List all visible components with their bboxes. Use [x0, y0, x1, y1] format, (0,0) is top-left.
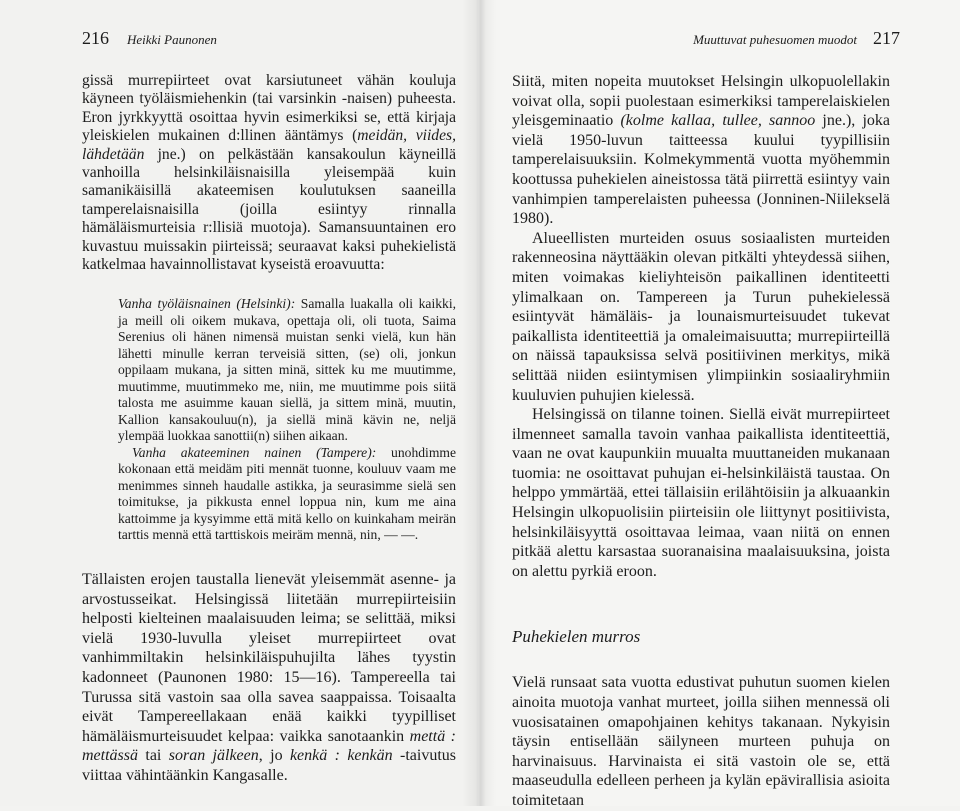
text-run: jne.) on pelkästään kansakoulun käyneillä vanhoilla helsinkiläisnaisilla yleisempää kuin samanikäisillä akateemisen koulutuksen saaneilla tamperelaisnaisilla (joilla esiintyy rinnalla hämäläismurteisia r:llisiä muotoja). Samansuuntainen ero kuvastuu muissakin piirteissä; seuraavat kaksi puhekielistä katkelmaa havainnollistavat kyseistä eroavuutta:: [82, 145, 456, 274]
right-paragraph-2: Alueellisten murteiden osuus sosiaalisten murteiden rakenneosina näyttääkin olevan pitkälti yhteydessä siihen, miten voimakas kieliyhteisön paikallinen identiteetti ylimalkaan on. Tampereen ja Turun puhekielessä esiintyvät hämäläis- ja lounaismurteisuudet tukevat paikallista identiteettiä ja omaleimaisuutta; murrepiirteillä on näissä tapauksissa selvä positiivinen merkitys, mikä selittää niiden esiintymisen ylimpiinkin sosiaaliryhmiin kuuluvien puhujien kielessä.: [512, 229, 890, 404]
text-run: -taivutus viittaa vähintäänkin Kangasalle.: [82, 747, 457, 784]
section-heading: Puhekielen murros: [512, 627, 641, 647]
italic-example: meidän, viides, lähdetään: [82, 127, 456, 163]
text-run: jne.), joka vielä 1950-luvun taitteessa kuului tyypillisiin tamperelaisuuksiin. Kolmekymmentä vuotta myöhemmin koottussa puhekielen aineistossa tätä piirrettä esiintyy vain vanhimpien tamperelaisten puheessa (Jonninen-Niilekselä 1980).: [512, 112, 890, 228]
left-paragraph-2: [82, 570, 456, 786]
right-text-column: [512, 72, 890, 811]
quote-label: Vanha työläisnainen (Helsinki):: [118, 296, 296, 312]
italic-example: soran jälkeen: [168, 747, 259, 765]
italic-example: mettä : mettässä: [82, 727, 457, 765]
page-number-right: 217: [873, 28, 900, 48]
right-paragraph-1: [512, 72, 890, 229]
running-head-right: Muuttuvat puhesuomen muodot: [693, 32, 857, 47]
quote-text: Samalla luakalla oli kaikki, ja meill oli oikem mukava, opettaja oli, oli tuota, Saima Serenius oli hänen nimensä muistan senki vielä, kun hän lähetti minulle kerran terveisiä sitten, (se) oli, jonkun oppilaam mukana, ja sitten minä, sittek ku me muutimme, muutimme, muutimmeko me, niin, me muutimme pois siitä talosta me asuimme kauan siellä, ja sittem minä, muutin, Kallion kansakouluu(n), ja siellä minä kävin ne, neljä ylempää luokkaa sanottii(n) siihen aikaan.: [118, 296, 456, 444]
text-run: Siitä, miten nopeita muutokset Helsingin ulkopuolellakin voivat olla, sopii puolestaan esimerkiksi tamperelaiskielen yleisgeminaatio: [512, 73, 890, 130]
running-head-left: Heikki Paunonen: [127, 32, 217, 47]
right-page-header: [693, 28, 900, 49]
left-paragraph-1: [82, 72, 456, 274]
italic-example: (kolme kallaa, tullee, sannoo: [620, 112, 816, 130]
text-run: , jo: [258, 747, 290, 765]
page-number-left: 216: [82, 28, 109, 48]
italic-example: kenkä : kenkän: [289, 747, 393, 765]
dialect-quotes: [118, 296, 456, 544]
right-paragraph-3: Helsingissä on tilanne toinen. Siellä eivät murrepiirteet ilmenneet samalla tavoin vanhaa paikallista identiteettiä, vaan ne ovat kaupunkiin muualta muuttaneiden mukanaan tuomia: ne osoittavat puhujan ei-helsinkiläistä taustaa. On helppo ymmärtää, ettei tällaisiin erilähtöisiin ja alkuaankin Helsingin ulkopuolisiin piirteisiin ole liittynyt positiivista, helsinkiläisyyttä osoittavaa leimaa, vaan niitä on ennen pitkää alettu karsastaa suoranaisina maalaisuuksina, joista on alettu pyrkiä eroon.: [512, 406, 890, 580]
quote-tampere: [118, 445, 456, 544]
text-run: Tällaisten erojen taustalla lienevät yleisemmät asenne- ja arvostusseikat. Helsingissä liitetään murrepiirteisiin helposti kielteinen maalaisuuden leima; se selittää, miksi vielä 1930-luvulla yleiset murrepiirteet ovat vanhimmiltakin helsinkiläispuhujilta lähes tyystin kadonneet (Paunonen 1980: 15—16). Tampereella tai Turussa sitä vastoin saa olla savea saappaissa. Toisaalta eivät Tampereellakaan enää kaikki tyypilliset hämäläismurteisuudet kelpaa: vaikka sanotaankin: [82, 570, 456, 745]
quote-helsinki: [118, 296, 456, 445]
book-gutter-shadow: [462, 0, 496, 806]
left-page: [0, 0, 478, 806]
right-paragraph-4: Vielä runsaat sata vuotta edustivat puhutun suomen kielen ainoita muotoja vanhat murteet, joilla siihen mennessä oli vuosisatainen omapohjainen kehitys takanaan. Nykyisin täysin entisellään säilyneen murteen puhuja on harvinaisuus. Harvinaista ei sitä vastoin ole se, että maaseudulla edelleen perheen ja kylän epävirallisia asioita toimitetaan: [512, 674, 890, 809]
quote-label: Vanha akateeminen nainen (Tampere):: [132, 444, 377, 460]
quote-text: unohdimme kokonaan että meidäm piti mennät tuonne, kouluuv vaam me menimmes sinneh haudalle astikka, ja seurasimme sielä sen toimitukse, ja pikkusta ennel loppua nin, kum me aina kattoimme ja kysyimme että mitä kello on kuinkaham meirän tarttis mennä että tarttiskois meiräm mennä, nin, — —.: [118, 444, 456, 543]
left-text-column: [82, 72, 456, 786]
text-run: gissä murrepiirteet ovat karsiutuneet vähän kouluja käyneen työläismiehenkin (tai varsinkin -naisen) puheesta. Eron jyrkkyyttä osoittaa hyvin esimerkiksi se, että kirjaja yleiskielen mukainen d:llinen ääntämys (: [82, 72, 456, 145]
left-page-header: [82, 28, 217, 49]
text-run: tai: [138, 747, 169, 765]
